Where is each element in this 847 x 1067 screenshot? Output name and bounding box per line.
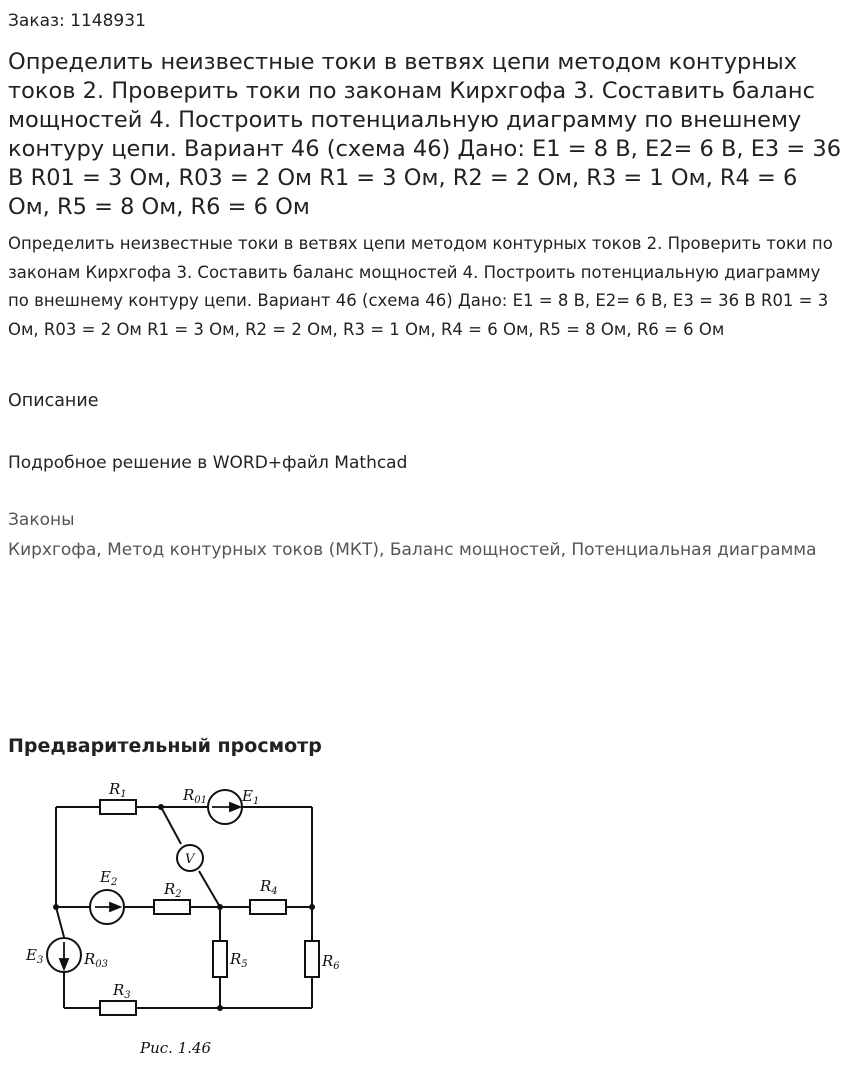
law-link-potential-diagram[interactable]: Потенциальная диаграмма [571,540,817,560]
law-link-kirchhoff[interactable]: Кирхгофа [8,540,97,560]
label-r6: $R_6$ [322,952,340,972]
label-r1: $R_1$ [109,780,127,800]
label-r01: $R_{01}$ [183,786,208,806]
law-separator: , [96,540,108,560]
resistor-r4 [250,900,286,914]
label-e3: $E_3$ [26,946,44,966]
node-bottom [217,1005,223,1011]
resistor-r5 [213,941,227,977]
law-separator: , [379,540,390,560]
circuit-diagram-image [16,774,346,1059]
law-separator: , [560,540,572,560]
label-r03: $R_{03}$ [84,950,109,970]
label-e1: $E_1$ [242,787,260,807]
label-r2: $R_2$ [164,880,182,900]
node-right [309,904,315,910]
wire-voltmeter-top [161,807,181,844]
laws-label: Законы [8,510,75,530]
label-r3: $R_3$ [113,981,131,1001]
law-link-mesh-current[interactable]: Метод контурных токов (МКТ) [107,540,379,560]
wire-voltmeter-bottom [199,871,220,907]
resistor-r2 [154,900,190,914]
solution-detail: Подробное решение в WORD+файл Mathcad [8,453,408,473]
label-r4: $R_4$ [260,877,278,897]
task-title: Определить неизвестные токи в ветвях цепи методом контурных токов 2. Проверить токи по законам Кирхгофа 3. Составить баланс мощностей 4. Построить потенциальную диаграмму по внешнему контуру цепи. Вариант 46 (схема 46) Дано: Е1 = 8 В, Е2= 6 В, Е3 = 36 В R01 = 3 Ом, R03 = 2 Ом R1 = 3 Ом, R2 = 2 Ом, R3 = 1 Ом, R4 = 6 Ом, R5 = 8 Ом, R6 = 6 Ом [8,49,842,220]
law-link-power-balance[interactable]: Баланс мощностей [389,540,561,560]
circuit-diagram [16,774,346,1059]
node-center [217,904,223,910]
laws-list [8,536,838,564]
resistor-r3 [100,1001,136,1015]
resistor-r6 [305,941,319,977]
node-left [53,904,59,910]
order-number: Заказ: 1148931 [8,11,146,31]
preview-heading: Предварительный просмотр [8,735,322,757]
node-top [158,804,164,810]
wire-left-joint [56,907,64,937]
label-e2: $E_2$ [100,868,118,888]
label-voltmeter: V [185,852,195,867]
figure-caption: Рис. 1.46 [140,1039,212,1057]
label-r5: $R_5$ [230,950,248,970]
resistor-r1 [100,800,136,814]
description-section-label: Описание [8,391,99,411]
task-description: Определить неизвестные токи в ветвях цепи методом контурных токов 2. Проверить токи по законам Кирхгофа 3. Составить баланс мощностей 4. Построить потенциальную диаграмму по внешнему контуру цепи. Вариант 46 (схема 46) Дано: Е1 = 8 В, Е2= 6 В, Е3 = 36 В R01 = 3 Ом, R03 = 2 Ом R1 = 3 Ом, R2 = 2 Ом, R3 = 1 Ом, R4 = 6 Ом, R5 = 8 Ом, R6 = 6 Ом [8,234,833,339]
